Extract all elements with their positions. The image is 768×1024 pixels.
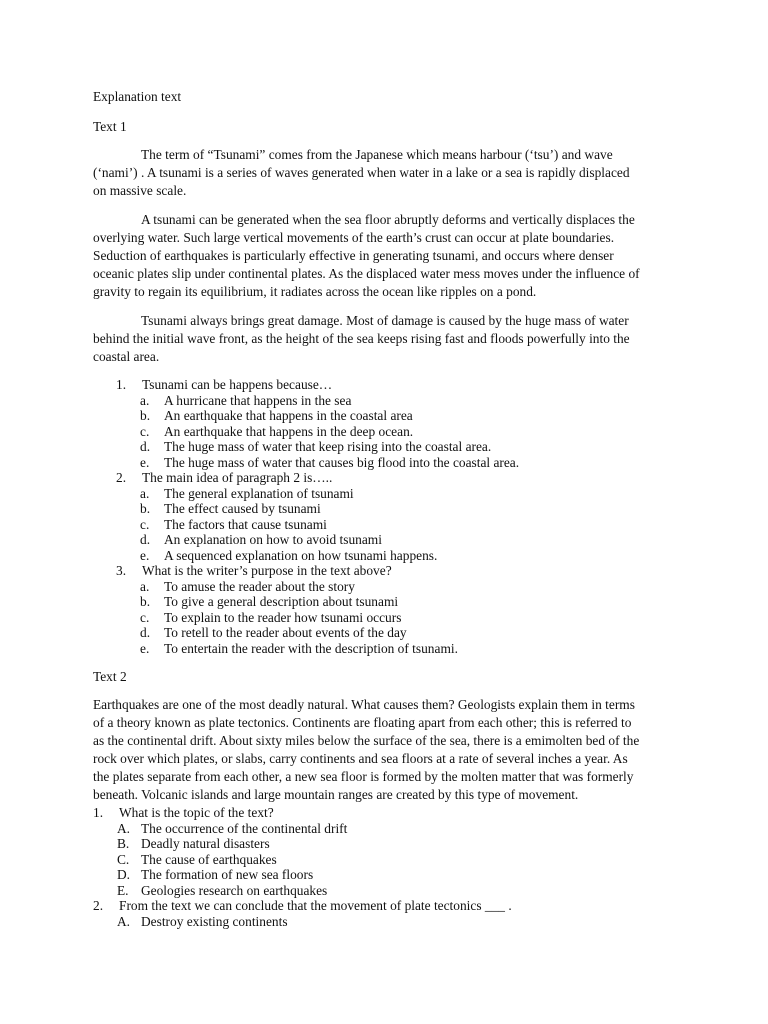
- paragraph-line: (‘nami’) . A tsunami is a series of waves generated when water in a lake or a sea is rapidly displaced: [93, 165, 630, 180]
- paragraph-line: the plates separate from each other, a new sea floor is formed by the molten matter that was formerly: [93, 769, 634, 784]
- option-letter: E.: [117, 882, 129, 898]
- option-letter: a.: [140, 578, 150, 594]
- paragraph-line: overlying water. Such large vertical movements of the earth’s crust can occur at plate boundaries.: [93, 230, 615, 245]
- option-letter: B.: [117, 836, 130, 851]
- option-text: To amuse the reader about the story: [164, 578, 355, 594]
- option-text: To retell to the reader about events of the day: [164, 625, 407, 640]
- option-letter: a.: [140, 392, 150, 408]
- option-3e: [140, 641, 519, 657]
- question-2: [93, 898, 512, 914]
- text2-paragraph: [93, 696, 683, 804]
- paragraph-line: A tsunami can be generated when the sea floor abruptly deforms and vertically displaces the: [141, 212, 635, 227]
- option-1C: [117, 852, 512, 868]
- paragraph-line: Seduction of earthquakes is particularly effective in generating tsunami, and occurs where denser: [93, 248, 614, 263]
- text1-question-list: [116, 377, 519, 656]
- option-2b: [140, 501, 519, 517]
- option-text: The huge mass of water that causes big flood into the coastal area.: [164, 454, 520, 470]
- question-text: From the text we can conclude that the movement of plate tectonics ___ .: [119, 898, 512, 913]
- option-3a: [140, 579, 519, 595]
- question-1: [116, 377, 519, 393]
- paragraph-line: on massive scale.: [93, 183, 187, 198]
- option-1B: [117, 836, 512, 852]
- question-number: 1.: [93, 805, 104, 820]
- option-2A: [117, 914, 512, 930]
- option-2c: [140, 517, 519, 533]
- option-letter: e.: [140, 547, 150, 563]
- question-number: 1.: [116, 377, 127, 392]
- option-2e: [140, 548, 519, 564]
- question-3: [116, 563, 519, 579]
- option-text: Destroy existing continents: [141, 913, 288, 929]
- option-letter: c.: [140, 609, 150, 625]
- question-2-options: [116, 486, 519, 564]
- option-letter: b.: [140, 594, 151, 609]
- option-1A: [117, 821, 512, 837]
- option-2a: [140, 486, 519, 502]
- option-text: The cause of earthquakes: [141, 851, 277, 867]
- option-text: To give a general description about tsunami: [164, 594, 399, 609]
- text2-question-list: [93, 805, 512, 929]
- question-1: [93, 805, 512, 821]
- option-text: The effect caused by tsunami: [164, 501, 321, 516]
- question-2: [116, 470, 519, 486]
- document-title: Explanation text: [93, 89, 182, 104]
- question-number: 2.: [93, 898, 104, 913]
- option-1d: [140, 439, 519, 455]
- option-2d: [140, 532, 519, 548]
- option-text: The factors that cause tsunami: [164, 516, 327, 532]
- option-1D: [117, 867, 512, 883]
- text2-heading: Text 2: [93, 669, 127, 684]
- option-letter: D.: [117, 867, 131, 882]
- question-number: 2.: [116, 470, 127, 485]
- paragraph-line: behind the initial wave front, as the height of the sea keeps rising fast and floods powerfully into the: [93, 331, 630, 346]
- text1-paragraph-1: [93, 146, 683, 200]
- option-text: An earthquake that happens in the coastal area: [164, 408, 413, 423]
- option-1e: [140, 455, 519, 471]
- question-text: Tsunami can be happens because…: [142, 377, 333, 392]
- option-text: The huge mass of water that keep rising into the coastal area.: [164, 439, 492, 454]
- option-3d: [140, 625, 519, 641]
- option-letter: e.: [140, 454, 150, 470]
- option-3b: [140, 594, 519, 610]
- option-text: The general explanation of tsunami: [164, 485, 354, 501]
- option-letter: A.: [117, 913, 131, 929]
- question-text: What is the writer’s purpose in the text above?: [142, 563, 392, 578]
- option-text: Geologies research on earthquakes: [141, 882, 328, 898]
- text1-paragraph-2: [93, 211, 683, 301]
- question-3-options: [116, 579, 519, 657]
- option-1c: [140, 424, 519, 440]
- text1-heading: Text 1: [93, 119, 127, 134]
- option-text: To entertain the reader with the description of tsunami.: [164, 640, 458, 656]
- option-letter: a.: [140, 485, 150, 501]
- question-text: What is the topic of the text?: [119, 805, 274, 820]
- paragraph-line: beneath. Volcanic islands and large mountain ranges are created by this type of movement.: [93, 787, 579, 802]
- option-text: To explain to the reader how tsunami occurs: [164, 609, 402, 625]
- option-3c: [140, 610, 519, 626]
- question-1-options: [93, 821, 512, 899]
- option-text: A hurricane that happens in the sea: [164, 392, 352, 408]
- option-1E: [117, 883, 512, 899]
- option-letter: b.: [140, 501, 151, 516]
- text1-paragraph-3: [93, 312, 683, 366]
- question-2-options: [93, 914, 512, 930]
- option-1b: [140, 408, 519, 424]
- paragraph-line: of a theory known as plate tectonics. Continents are floating apart from each other; this is referred to: [93, 715, 632, 730]
- option-letter: e.: [140, 640, 150, 656]
- option-letter: b.: [140, 408, 151, 423]
- question-text: The main idea of paragraph 2 is…..: [142, 470, 333, 485]
- option-letter: d.: [140, 625, 151, 640]
- paragraph-line: Tsunami always brings great damage. Most of damage is caused by the huge mass of water: [141, 313, 629, 328]
- option-letter: d.: [140, 439, 151, 454]
- paragraph-line: Earthquakes are one of the most deadly natural. What causes them? Geologists explain them in terms: [93, 697, 635, 712]
- paragraph-line: oceanic plates slip under continental plates. As the displaced water mess moves under the influence of: [93, 266, 640, 281]
- paragraph-line: The term of “Tsunami” comes from the Japanese which means harbour (‘tsu’) and wave: [141, 147, 613, 162]
- paragraph-line: rock over which plates, or slabs, carry continents and sea floors at a rate of several inches a year. As: [93, 751, 628, 766]
- option-text: The occurrence of the continental drift: [141, 820, 348, 836]
- option-text: A sequenced explanation on how tsunami happens.: [164, 547, 438, 563]
- option-text: Deadly natural disasters: [141, 836, 270, 851]
- option-1a: [140, 393, 519, 409]
- paragraph-line: coastal area.: [93, 349, 160, 364]
- option-letter: d.: [140, 532, 151, 547]
- question-number: 3.: [116, 563, 127, 578]
- option-text: The formation of new sea floors: [141, 867, 314, 882]
- option-letter: c.: [140, 423, 150, 439]
- option-text: An earthquake that happens in the deep ocean.: [164, 423, 414, 439]
- option-letter: C.: [117, 851, 130, 867]
- question-1-options: [116, 393, 519, 471]
- option-letter: c.: [140, 516, 150, 532]
- option-letter: A.: [117, 820, 131, 836]
- option-text: An explanation on how to avoid tsunami: [164, 532, 382, 547]
- paragraph-line: as the continental drift. About sixty miles below the surface of the sea, there is a emimolten bed of the: [93, 733, 640, 748]
- paragraph-line: gravity to regain its equilibrium, it radiates across the ocean like ripples on a pond.: [93, 284, 537, 299]
